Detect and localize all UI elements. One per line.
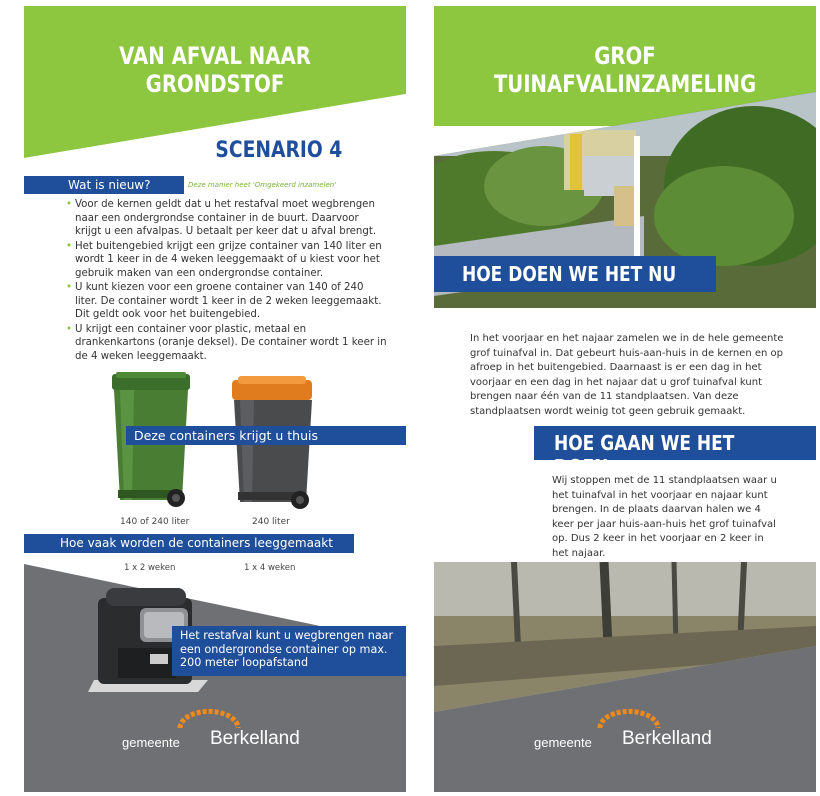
berkelland-sun-logo	[594, 708, 664, 730]
logo-berkelland: Berkelland	[622, 728, 712, 749]
berkelland-sun-logo	[174, 708, 244, 730]
underground-banner: Het restafval kunt u wegbrengen naar een ondergrondse container op max. 200 meter loopafstand	[172, 626, 406, 676]
bullet-item: • U krijgt een container voor plastic, metaal en drankenkartons (oranje deksel). De container wordt 1 keer in de 4 weken leeggemaakt.	[66, 323, 388, 364]
how-banner-label: HOE GAAN WE HET DOEN	[554, 431, 735, 479]
right-title: GROF TUINAFVALINZAMELING	[493, 42, 757, 98]
what-new-label: Wat is nieuw?	[68, 178, 151, 192]
what-new-note: Deze manier heet 'Omgekeerd inzamelen'	[188, 181, 337, 189]
now-banner	[434, 256, 716, 292]
containers-banner: Deze containers krijgt u thuis	[126, 426, 406, 445]
left-poster	[24, 6, 406, 792]
green-container-caption: 140 of 240 liter	[120, 517, 190, 527]
now-banner-label: HOE DOEN WE HET NU	[462, 262, 677, 286]
left-grey-footer-shape	[24, 564, 406, 792]
bullet-item: • Voor de kernen geldt dat u het restafval moet wegbrengen naar een ondergrondse container in de buurt. Daarvoor krijgt u een afvalpas. U betaalt per keer dat u afval brengt.	[66, 198, 388, 239]
how-banner	[534, 426, 816, 479]
frequency-banner: Hoe vaak worden de containers leeggemaakt	[24, 534, 354, 553]
right-poster	[434, 6, 816, 792]
logo-gemeente: gemeente	[122, 735, 180, 750]
bullet-item: • Het buitengebied krijgt een grijze container van 140 liter en wordt 1 keer in de 4 weken leeggemaakt of u kiest voor het gebruik maken van een ondergrondse container.	[66, 240, 388, 281]
green-frequency: 1 x 2 weken	[124, 563, 176, 573]
grey-container-caption: 240 liter	[252, 517, 290, 527]
what-new-banner	[24, 176, 184, 194]
logo-gemeente: gemeente	[534, 735, 592, 750]
left-title: VAN AFVAL NAAR GRONDSTOF	[119, 42, 311, 98]
how-text: Wij stoppen met de 11 standplaatsen waar u het tuinafval in het voorjaar en najaar kunt brengen. In de plaats daarvan halen we 4 keer per jaar huis-aan-huis het grof tuinafval op. Dus 2 keer in het voorjaar en 2 keer in het najaar.	[552, 475, 777, 559]
scenario-heading: SCENARIO 4	[215, 138, 342, 163]
grey-frequency: 1 x 4 weken	[244, 563, 296, 573]
now-text: In het voorjaar en het najaar zamelen we in de hele gemeente grof tuinafval in. Dat gebeurt huis-aan-huis in de kernen en op afroep in het buitengebied. Daarnaast is er een dag in het voorjaar en een dag in het najaar dat u grof tuinafval kunt brengen naar één van de 11 standplaatsen. Van deze standplaatsen wordt weinig tot geen gebruik gemaakt.	[470, 333, 784, 417]
bullet-item: • U kunt kiezen voor een groene container van 140 of 240 liter. De container wordt 1 keer in de 2 weken leeggemaakt. Dit geldt ook voor het buitengebied.	[66, 281, 388, 322]
logo-berkelland: Berkelland	[210, 728, 300, 749]
scenario-bullets	[66, 198, 388, 364]
